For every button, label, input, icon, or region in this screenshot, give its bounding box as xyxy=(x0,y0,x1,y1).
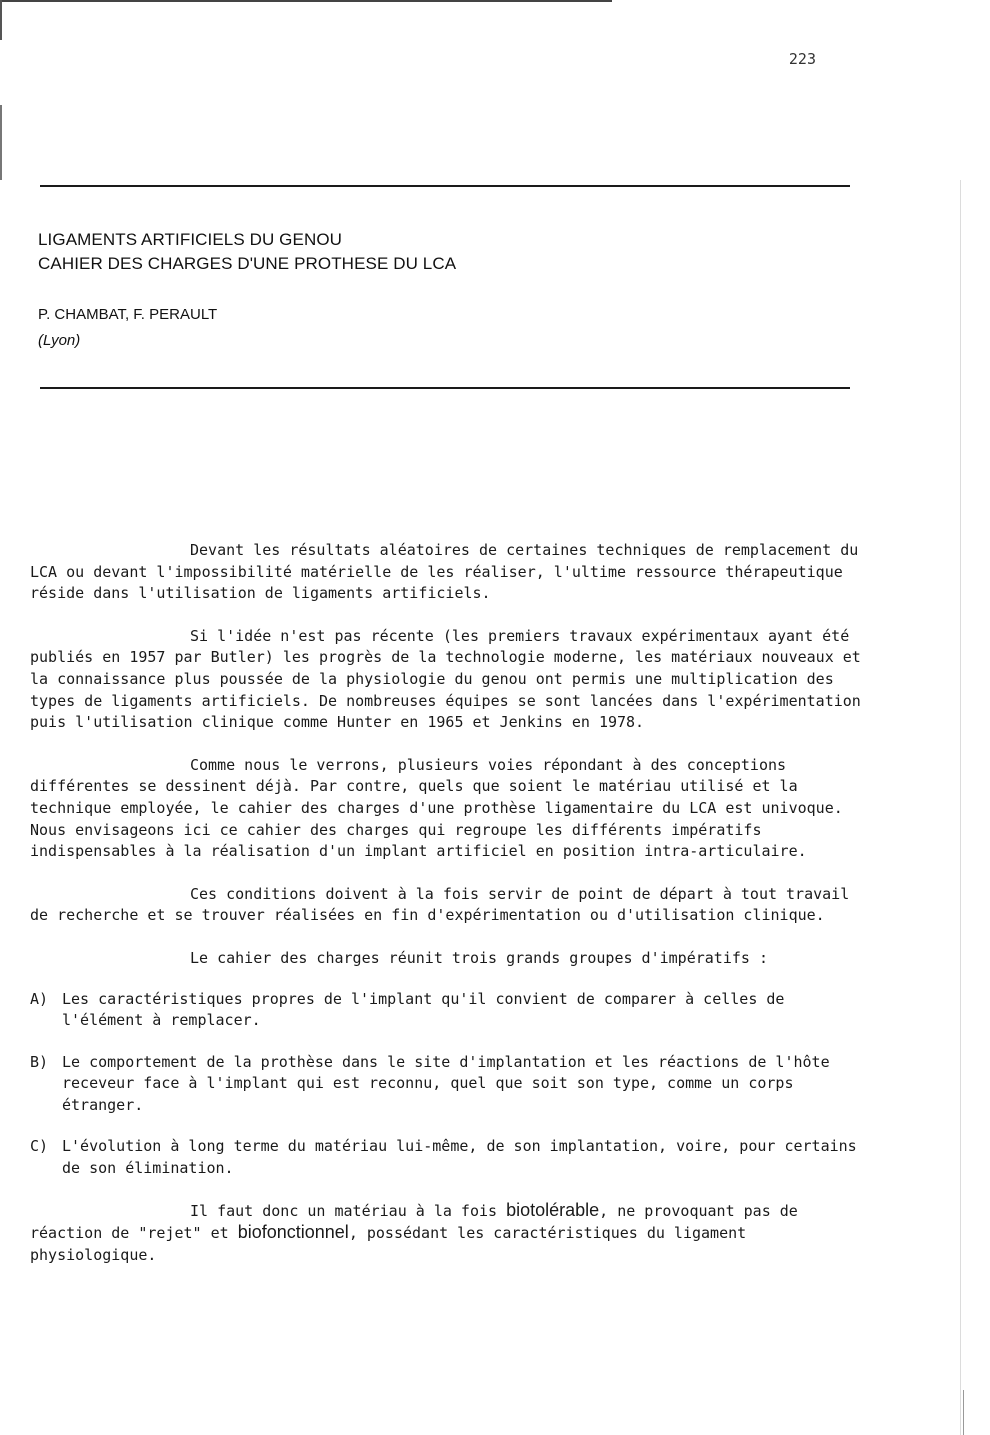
list-marker: B) xyxy=(30,1052,49,1071)
authors: P. CHAMBAT, F. PERAULT xyxy=(38,306,218,323)
list-marker: C) xyxy=(30,1137,49,1156)
list-item-text: L'évolution à long terme du matériau lui-même, de son implantation, voire, pour certains de son élimination. xyxy=(62,1137,857,1178)
scan-edge-left-lower xyxy=(0,105,2,180)
scan-edge-top xyxy=(0,0,612,2)
scan-edge-right xyxy=(960,180,961,1435)
list-intro: Le cahier des charges réunit trois grands groupes d'impératifs : xyxy=(190,948,768,967)
paragraph-1: Devant les résultats aléatoires de certaines techniques de remplacement du LCA ou devant l'impossibilité matérielle de les réaliser, l'ultime ressource thérapeutique réside dans l'utilisation de ligaments artificiels. xyxy=(30,541,859,603)
conclusion-paragraph xyxy=(30,1200,870,1267)
paragraph-2: Si l'idée n'est pas récente (les premiers travaux expérimentaux ayant été publiés en 1957 par Butler) les progrès de la technologie moderne, les matériaux nouveaux et la connaissance plus poussée de la physiologie du genou ont permis une multiplication des types de ligaments artificiels. De nombreuses équipes se sont lancées dans l'expérimentation puis l'utilisation clinique comme Hunter en 1965 et Jenkins en 1978. xyxy=(30,626,861,732)
list-item-text: Le comportement de la prothèse dans le site d'implantation et les réactions de l'hôte receveur face à l'implant qui est reconnu, quel que soit son type, comme un corps étranger. xyxy=(62,1052,830,1114)
term-biotolerable: biotolérable xyxy=(506,1199,600,1220)
conclusion-part-3: , possédant les caractéristiques du ligament physiologique. xyxy=(30,1224,747,1264)
header-rule-bottom xyxy=(40,387,850,389)
article-title-line-2: CAHIER DES CHARGES D'UNE PROTHESE DU LCA xyxy=(38,254,457,273)
affiliation: (Lyon) xyxy=(38,332,81,349)
list-marker: A) xyxy=(30,989,49,1008)
term-biofonctionnel: biofonctionnel xyxy=(237,1222,349,1243)
scan-edge-left xyxy=(0,0,2,40)
conclusion-part-1: Il faut donc un matériau à la fois xyxy=(190,1201,507,1220)
list-item-text: Les caractéristiques propres de l'implant qu'il convient de comparer à celles de l'élément à remplacer. xyxy=(62,989,785,1030)
paragraph-4: Ces conditions doivent à la fois servir de point de départ à tout travail de recherche et se trouver réalisées en fin d'expérimentation ou d'utilisation clinique. xyxy=(30,884,850,925)
article-title xyxy=(38,228,456,276)
list-item-b xyxy=(30,1052,870,1117)
scan-edge-right-lower xyxy=(963,1390,964,1435)
conclusion-part-2: , ne provoquant pas de réaction de "rejet" et xyxy=(30,1201,798,1243)
list-item-c xyxy=(30,1136,870,1179)
list-item-a xyxy=(30,989,870,1032)
header-rule-top xyxy=(40,185,850,187)
article-title-line-1: LIGAMENTS ARTIFICIELS DU GENOU xyxy=(38,230,343,249)
paragraph-3: Comme nous le verrons, plusieurs voies répondant à des conceptions différentes se dessinent déjà. Par contre, quels que soient le matériau utilisé et la technique employée, le cahier des charges d'une prothèse ligamentaire du LCA est univoque. Nous envisageons ici ce cahier des charges qui regroupe les différents impératifs indispensables à la réalisation d'un implant artificiel en position intra-articulaire. xyxy=(30,755,843,861)
page-number: 223 xyxy=(788,50,816,68)
article-body xyxy=(30,540,870,1287)
